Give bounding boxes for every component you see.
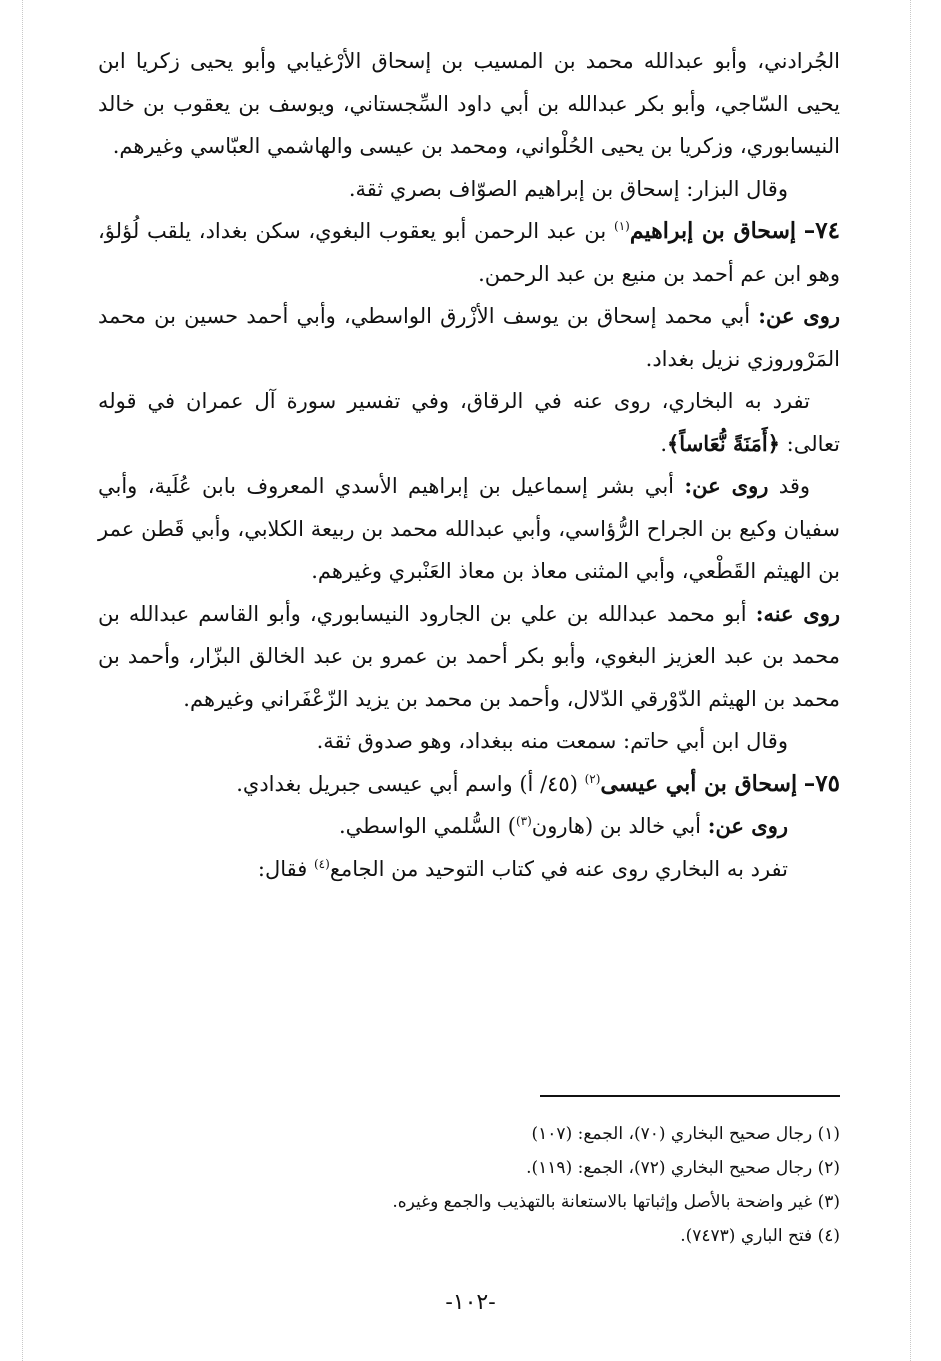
label-rawa-an: روى عن: bbox=[684, 473, 769, 498]
paragraph-text: فقال: bbox=[257, 856, 314, 881]
paragraph-text-end: . bbox=[660, 431, 667, 456]
label-rawa-anhu: روى عنه: bbox=[755, 600, 840, 626]
paragraph-text: تفرد به البخاري روى عنه في كتاب التوحيد من الجامع bbox=[329, 856, 788, 881]
paragraph-text: أبي بشر إسماعيل بن إبراهيم الأسدي المعروف بابن عُلَية، وأبي سفيان وكيع بن الجراح الرُّؤاسي، وأبي عبدالله محمد بن ربيعة الكلابي، وأبي قَطن عمر بن الهيثم القَطْعي، وأبي المثنى معاذ بن معاذ العَنْبري وغيرهم. bbox=[98, 474, 840, 583]
paragraph-rawa-an-2 bbox=[98, 805, 840, 848]
paragraph-bazzar-quote: وقال البزار: إسحاق بن إبراهيم الصوّاف بصري ثقة. bbox=[348, 176, 788, 201]
scan-edge-right bbox=[910, 0, 911, 1361]
paragraph-text: تفرد به البخاري، روى عنه في الرقاق، وفي تفسير سورة آل عمران في قوله تعالى: bbox=[98, 389, 840, 456]
label-rawa-an: روى عن: bbox=[758, 303, 840, 328]
entry-75 bbox=[98, 763, 840, 806]
page-number: -١٠٢- bbox=[445, 1290, 496, 1315]
entry-text: (٤٥/ أ) واسم أبي عيسى جبريل بغدادي. bbox=[236, 771, 585, 796]
paragraph-text: أبي محمد إسحاق بن يوسف الأزْرق الواسطي، وأبي أحمد حسين بن محمد المَرْوروزي نزيل بغداد. bbox=[98, 304, 840, 371]
paragraph-tafarrud bbox=[98, 380, 840, 465]
footnote-3: (٣) غير واضحة بالأصل وإثباتها بالاستعانة بالتهذيب والجمع وغيره. bbox=[392, 1192, 840, 1212]
footnote-ref: (٢) bbox=[584, 771, 601, 786]
scan-edge-left bbox=[22, 0, 23, 1361]
footnote-separator bbox=[540, 1095, 840, 1097]
label-rawa-an: روى عن: bbox=[707, 813, 788, 838]
footnote-2: (٢) رجال صحيح البخاري (٧٢)، الجمع: (١١٩). bbox=[526, 1158, 840, 1178]
entry-text: بن عبد الرحمن أبو يعقوب البغوي، سكن بغداد، يلقب لُؤلؤ، وهو ابن عم أحمد بن منيع بن عبد الرحمن. bbox=[98, 219, 840, 286]
quran-verse: ﴿أَمَنَةً نُّعَاساً﴾ bbox=[667, 430, 780, 456]
footnote-4: (٤) فتح الباري (٧٤٧٣). bbox=[680, 1226, 840, 1246]
paragraph-rawa-an bbox=[98, 295, 840, 380]
paragraph-text: أبي خالد بن (هارون bbox=[531, 814, 708, 838]
paragraph-qad-rawa-an bbox=[98, 465, 840, 593]
entry-number: ٧٤– bbox=[803, 217, 840, 244]
footnote-ref: (٤) bbox=[313, 856, 330, 871]
entry-title: إسحاق بن أبي عيسى bbox=[600, 770, 798, 797]
footnote-ref: (١) bbox=[614, 219, 630, 233]
paragraph-text: ) السُّلمي الواسطي. bbox=[338, 814, 516, 838]
paragraph-prefix: وقد bbox=[768, 474, 810, 498]
entry-number: ٧٥– bbox=[803, 769, 840, 797]
entry-title: إسحاق بن إبراهيم bbox=[629, 218, 797, 244]
footnote-ref: (٣) bbox=[515, 814, 532, 828]
paragraph-narrators-list: الجُرادني، وأبو عبدالله محمد بن المسيب بن إسحاق الأرْغيابي وأبو يحيى زكريا ابن يحيى السّاجي، وأبو بكر عبدالله بن أبي داود السِّجستاني، ويوسف بن يعقوب بن خالد النيسابوري، وزكريا بن يحيى الحُلْواني، ومحمد بن عيسى والهاشمي العبّاسي وغيرهم. bbox=[98, 49, 840, 158]
footnotes bbox=[98, 1117, 840, 1253]
paragraph-ibn-abi-hatim: وقال ابن أبي حاتم: سمعت منه ببغداد، وهو صدوق ثقة. bbox=[316, 729, 788, 753]
paragraph-rawa-anhu bbox=[98, 593, 840, 721]
paragraph-tafarrud-2 bbox=[98, 848, 840, 891]
entry-74 bbox=[98, 210, 840, 295]
paragraph-text: أبو محمد عبدالله بن علي بن الجارود النيسابوري، وأبو القاسم عبدالله بن محمد بن عبد العزيز البغوي، وأبو بكر أحمد بن عمرو بن عبد الخالق البزّار، وأحمد بن محمد بن الهيثم الدّوْرقي الدّلال، وأحمد بن محمد بن يزيد الزّعْفَراني وغيرهم. bbox=[98, 601, 840, 711]
main-text bbox=[98, 40, 840, 890]
footnote-1: (١) رجال صحيح البخاري (٧٠)، الجمع: (١٠٧) bbox=[531, 1124, 840, 1144]
